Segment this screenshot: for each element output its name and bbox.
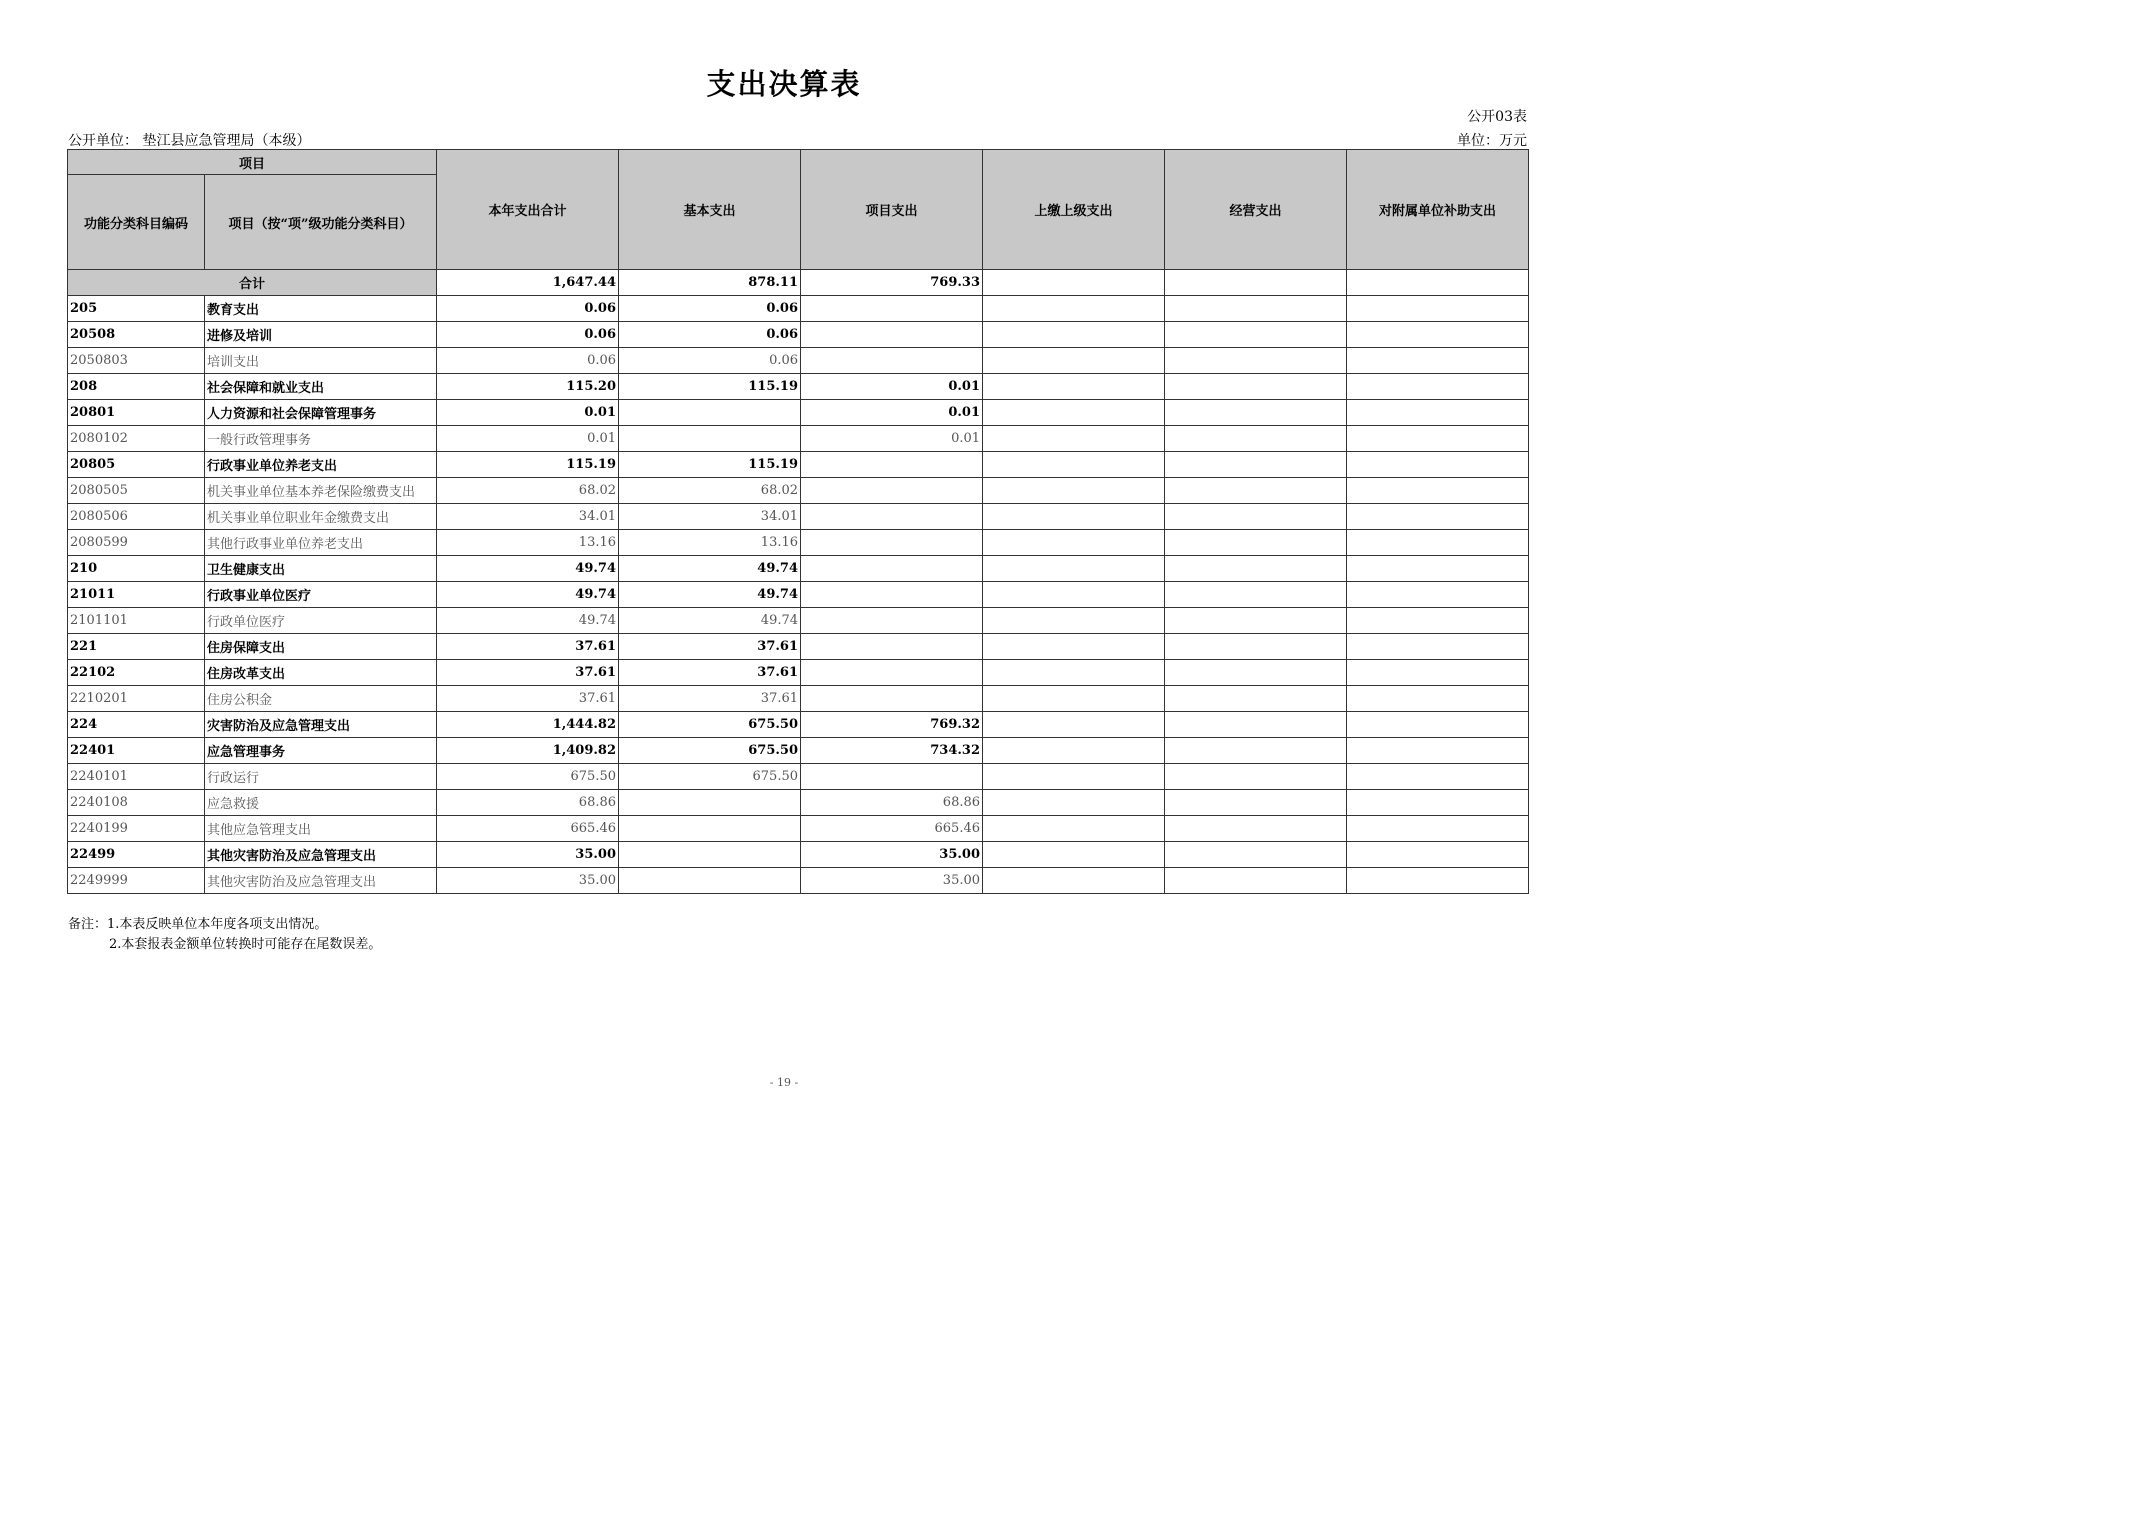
row-upper <box>983 556 1165 582</box>
header-total: 本年支出合计 <box>437 150 619 270</box>
table-row <box>68 582 1529 608</box>
row-total: 37.61 <box>437 686 619 712</box>
row-upper <box>983 530 1165 556</box>
row-code: 224 <box>68 712 205 738</box>
row-upper <box>983 426 1165 452</box>
row-upper <box>983 790 1165 816</box>
row-subsidy <box>1347 738 1529 764</box>
table-row <box>68 322 1529 348</box>
table-row <box>68 478 1529 504</box>
row-total: 49.74 <box>437 608 619 634</box>
total-project: 769.33 <box>801 270 983 296</box>
row-code: 2080102 <box>68 426 205 452</box>
row-business <box>1165 712 1347 738</box>
table-row <box>68 374 1529 400</box>
row-upper <box>983 764 1165 790</box>
row-project <box>801 504 983 530</box>
row-basic: 49.74 <box>619 556 801 582</box>
row-name: 社会保障和就业支出 <box>205 374 437 400</box>
table-row <box>68 816 1529 842</box>
row-code: 2240108 <box>68 790 205 816</box>
row-total: 0.01 <box>437 426 619 452</box>
row-business <box>1165 738 1347 764</box>
row-name: 行政事业单位养老支出 <box>205 452 437 478</box>
row-upper <box>983 712 1165 738</box>
row-business <box>1165 296 1347 322</box>
row-subsidy <box>1347 764 1529 790</box>
row-name: 住房改革支出 <box>205 660 437 686</box>
table-row <box>68 712 1529 738</box>
row-subsidy <box>1347 634 1529 660</box>
row-code: 2249999 <box>68 868 205 894</box>
row-code: 205 <box>68 296 205 322</box>
header-basic: 基本支出 <box>619 150 801 270</box>
row-business <box>1165 686 1347 712</box>
row-business <box>1165 868 1347 894</box>
row-name: 卫生健康支出 <box>205 556 437 582</box>
row-subsidy <box>1347 556 1529 582</box>
row-basic: 37.61 <box>619 660 801 686</box>
row-basic: 49.74 <box>619 608 801 634</box>
row-basic: 68.02 <box>619 478 801 504</box>
row-project <box>801 556 983 582</box>
row-business <box>1165 478 1347 504</box>
row-subsidy <box>1347 348 1529 374</box>
page-title: 支出决算表 <box>706 67 862 101</box>
table-row <box>68 400 1529 426</box>
row-code: 221 <box>68 634 205 660</box>
row-code: 20508 <box>68 322 205 348</box>
total-label: 合计 <box>68 270 437 296</box>
row-upper <box>983 816 1165 842</box>
row-total: 68.86 <box>437 790 619 816</box>
table-row <box>68 868 1529 894</box>
table-row <box>68 556 1529 582</box>
row-upper <box>983 660 1165 686</box>
row-project <box>801 530 983 556</box>
row-total: 13.16 <box>437 530 619 556</box>
row-basic: 115.19 <box>619 374 801 400</box>
row-basic: 0.06 <box>619 348 801 374</box>
row-total: 37.61 <box>437 634 619 660</box>
row-total: 665.46 <box>437 816 619 842</box>
row-upper <box>983 582 1165 608</box>
row-name: 其他行政事业单位养老支出 <box>205 530 437 556</box>
row-code: 2240199 <box>68 816 205 842</box>
row-project: 35.00 <box>801 842 983 868</box>
row-total: 675.50 <box>437 764 619 790</box>
row-upper <box>983 868 1165 894</box>
table-row <box>68 660 1529 686</box>
header-code: 功能分类科目编码 <box>68 175 205 270</box>
row-business <box>1165 530 1347 556</box>
total-upper <box>983 270 1165 296</box>
row-total: 1,409.82 <box>437 738 619 764</box>
row-project: 68.86 <box>801 790 983 816</box>
row-basic <box>619 842 801 868</box>
row-code: 20801 <box>68 400 205 426</box>
row-subsidy <box>1347 686 1529 712</box>
row-name: 人力资源和社会保障管理事务 <box>205 400 437 426</box>
row-basic <box>619 400 801 426</box>
row-total: 34.01 <box>437 504 619 530</box>
row-business <box>1165 348 1347 374</box>
row-business <box>1165 790 1347 816</box>
row-total: 49.74 <box>437 556 619 582</box>
row-business <box>1165 452 1347 478</box>
table-row <box>68 842 1529 868</box>
header-name: 项目（按“项”级功能分类科目） <box>205 175 437 270</box>
row-total: 115.19 <box>437 452 619 478</box>
row-project: 0.01 <box>801 374 983 400</box>
row-code: 2210201 <box>68 686 205 712</box>
row-code: 2240101 <box>68 764 205 790</box>
row-code: 21011 <box>68 582 205 608</box>
row-basic: 49.74 <box>619 582 801 608</box>
row-subsidy <box>1347 504 1529 530</box>
row-total: 68.02 <box>437 478 619 504</box>
row-basic <box>619 790 801 816</box>
row-code: 2050803 <box>68 348 205 374</box>
row-upper <box>983 608 1165 634</box>
row-name: 教育支出 <box>205 296 437 322</box>
table-row <box>68 634 1529 660</box>
row-code: 22401 <box>68 738 205 764</box>
row-business <box>1165 426 1347 452</box>
note-2: 2.本套报表金额单位转换时可能存在尾数误差。 <box>109 937 382 952</box>
row-name: 应急救援 <box>205 790 437 816</box>
row-project: 665.46 <box>801 816 983 842</box>
row-name: 行政运行 <box>205 764 437 790</box>
row-basic: 0.06 <box>619 296 801 322</box>
row-business <box>1165 582 1347 608</box>
row-upper <box>983 478 1165 504</box>
header-subsidy: 对附属单位补助支出 <box>1347 150 1529 270</box>
table-row <box>68 296 1529 322</box>
row-upper <box>983 374 1165 400</box>
row-name: 灾害防治及应急管理支出 <box>205 712 437 738</box>
table-row <box>68 790 1529 816</box>
row-name: 行政单位医疗 <box>205 608 437 634</box>
row-subsidy <box>1347 790 1529 816</box>
table-row <box>68 426 1529 452</box>
row-name: 机关事业单位基本养老保险缴费支出 <box>205 478 437 504</box>
row-project <box>801 582 983 608</box>
row-basic: 115.19 <box>619 452 801 478</box>
currency-unit: 单位：万元 <box>1457 133 1527 149</box>
row-upper <box>983 452 1165 478</box>
table-row <box>68 504 1529 530</box>
header-upper: 上缴上级支出 <box>983 150 1165 270</box>
header-project-expense: 项目支出 <box>801 150 983 270</box>
row-code: 22102 <box>68 660 205 686</box>
row-upper <box>983 504 1165 530</box>
expenditure-table <box>67 149 1529 894</box>
row-upper <box>983 634 1165 660</box>
row-project <box>801 322 983 348</box>
row-upper <box>983 842 1165 868</box>
row-total: 115.20 <box>437 374 619 400</box>
row-total: 37.61 <box>437 660 619 686</box>
row-project <box>801 660 983 686</box>
row-basic: 675.50 <box>619 764 801 790</box>
header-business: 经营支出 <box>1165 150 1347 270</box>
row-basic <box>619 426 801 452</box>
row-basic: 37.61 <box>619 686 801 712</box>
row-name: 其他应急管理支出 <box>205 816 437 842</box>
row-total: 0.06 <box>437 322 619 348</box>
row-code: 2101101 <box>68 608 205 634</box>
row-upper <box>983 400 1165 426</box>
row-business <box>1165 400 1347 426</box>
row-subsidy <box>1347 530 1529 556</box>
row-subsidy <box>1347 712 1529 738</box>
row-project <box>801 686 983 712</box>
row-code: 2080599 <box>68 530 205 556</box>
row-code: 210 <box>68 556 205 582</box>
row-subsidy <box>1347 660 1529 686</box>
row-upper <box>983 296 1165 322</box>
row-upper <box>983 348 1165 374</box>
row-name: 培训支出 <box>205 348 437 374</box>
row-name: 住房公积金 <box>205 686 437 712</box>
table-row <box>68 452 1529 478</box>
row-business <box>1165 764 1347 790</box>
row-project <box>801 478 983 504</box>
row-business <box>1165 816 1347 842</box>
row-project: 769.32 <box>801 712 983 738</box>
row-subsidy <box>1347 426 1529 452</box>
row-subsidy <box>1347 296 1529 322</box>
row-project: 0.01 <box>801 400 983 426</box>
row-total: 49.74 <box>437 582 619 608</box>
table-row <box>68 686 1529 712</box>
row-basic: 675.50 <box>619 738 801 764</box>
total-subsidy <box>1347 270 1529 296</box>
row-basic: 34.01 <box>619 504 801 530</box>
table-row <box>68 530 1529 556</box>
row-code: 20805 <box>68 452 205 478</box>
row-project <box>801 296 983 322</box>
row-name: 一般行政管理事务 <box>205 426 437 452</box>
form-number: 公开03表 <box>1467 109 1527 125</box>
note-1: 备注：1.本表反映单位本年度各项支出情况。 <box>68 917 328 932</box>
row-subsidy <box>1347 842 1529 868</box>
row-subsidy <box>1347 582 1529 608</box>
row-code: 2080506 <box>68 504 205 530</box>
row-business <box>1165 842 1347 868</box>
row-subsidy <box>1347 608 1529 634</box>
row-total: 35.00 <box>437 868 619 894</box>
row-subsidy <box>1347 868 1529 894</box>
page-number: - 19 - <box>769 1076 799 1089</box>
row-upper <box>983 738 1165 764</box>
row-total: 0.06 <box>437 348 619 374</box>
row-name: 其他灾害防治及应急管理支出 <box>205 842 437 868</box>
row-code: 22499 <box>68 842 205 868</box>
row-project <box>801 348 983 374</box>
row-subsidy <box>1347 816 1529 842</box>
row-subsidy <box>1347 452 1529 478</box>
row-project <box>801 608 983 634</box>
row-project: 734.32 <box>801 738 983 764</box>
reporting-unit: 公开单位： 垫江县应急管理局（本级） <box>68 133 311 149</box>
row-upper <box>983 322 1165 348</box>
row-subsidy <box>1347 400 1529 426</box>
row-subsidy <box>1347 374 1529 400</box>
row-project <box>801 634 983 660</box>
table-row <box>68 348 1529 374</box>
row-name: 机关事业单位职业年金缴费支出 <box>205 504 437 530</box>
row-business <box>1165 660 1347 686</box>
row-name: 其他灾害防治及应急管理支出 <box>205 868 437 894</box>
row-subsidy <box>1347 478 1529 504</box>
table-row <box>68 764 1529 790</box>
row-project <box>801 764 983 790</box>
notes <box>68 915 381 955</box>
row-business <box>1165 504 1347 530</box>
row-basic <box>619 816 801 842</box>
row-subsidy <box>1347 322 1529 348</box>
row-project: 0.01 <box>801 426 983 452</box>
row-basic: 0.06 <box>619 322 801 348</box>
row-basic: 13.16 <box>619 530 801 556</box>
row-business <box>1165 374 1347 400</box>
row-name: 住房保障支出 <box>205 634 437 660</box>
row-total: 35.00 <box>437 842 619 868</box>
total-business <box>1165 270 1347 296</box>
total-row <box>68 270 1529 296</box>
row-basic: 675.50 <box>619 712 801 738</box>
row-business <box>1165 608 1347 634</box>
row-name: 行政事业单位医疗 <box>205 582 437 608</box>
header-project: 项目 <box>68 150 437 175</box>
row-business <box>1165 556 1347 582</box>
row-basic <box>619 868 801 894</box>
row-upper <box>983 686 1165 712</box>
row-business <box>1165 634 1347 660</box>
row-total: 0.06 <box>437 296 619 322</box>
total-basic: 878.11 <box>619 270 801 296</box>
table-row <box>68 608 1529 634</box>
row-name: 应急管理事务 <box>205 738 437 764</box>
row-code: 208 <box>68 374 205 400</box>
row-total: 1,444.82 <box>437 712 619 738</box>
row-project <box>801 452 983 478</box>
table-row <box>68 738 1529 764</box>
row-name: 进修及培训 <box>205 322 437 348</box>
row-business <box>1165 322 1347 348</box>
row-total: 0.01 <box>437 400 619 426</box>
row-code: 2080505 <box>68 478 205 504</box>
row-basic: 37.61 <box>619 634 801 660</box>
total-total: 1,647.44 <box>437 270 619 296</box>
row-project: 35.00 <box>801 868 983 894</box>
